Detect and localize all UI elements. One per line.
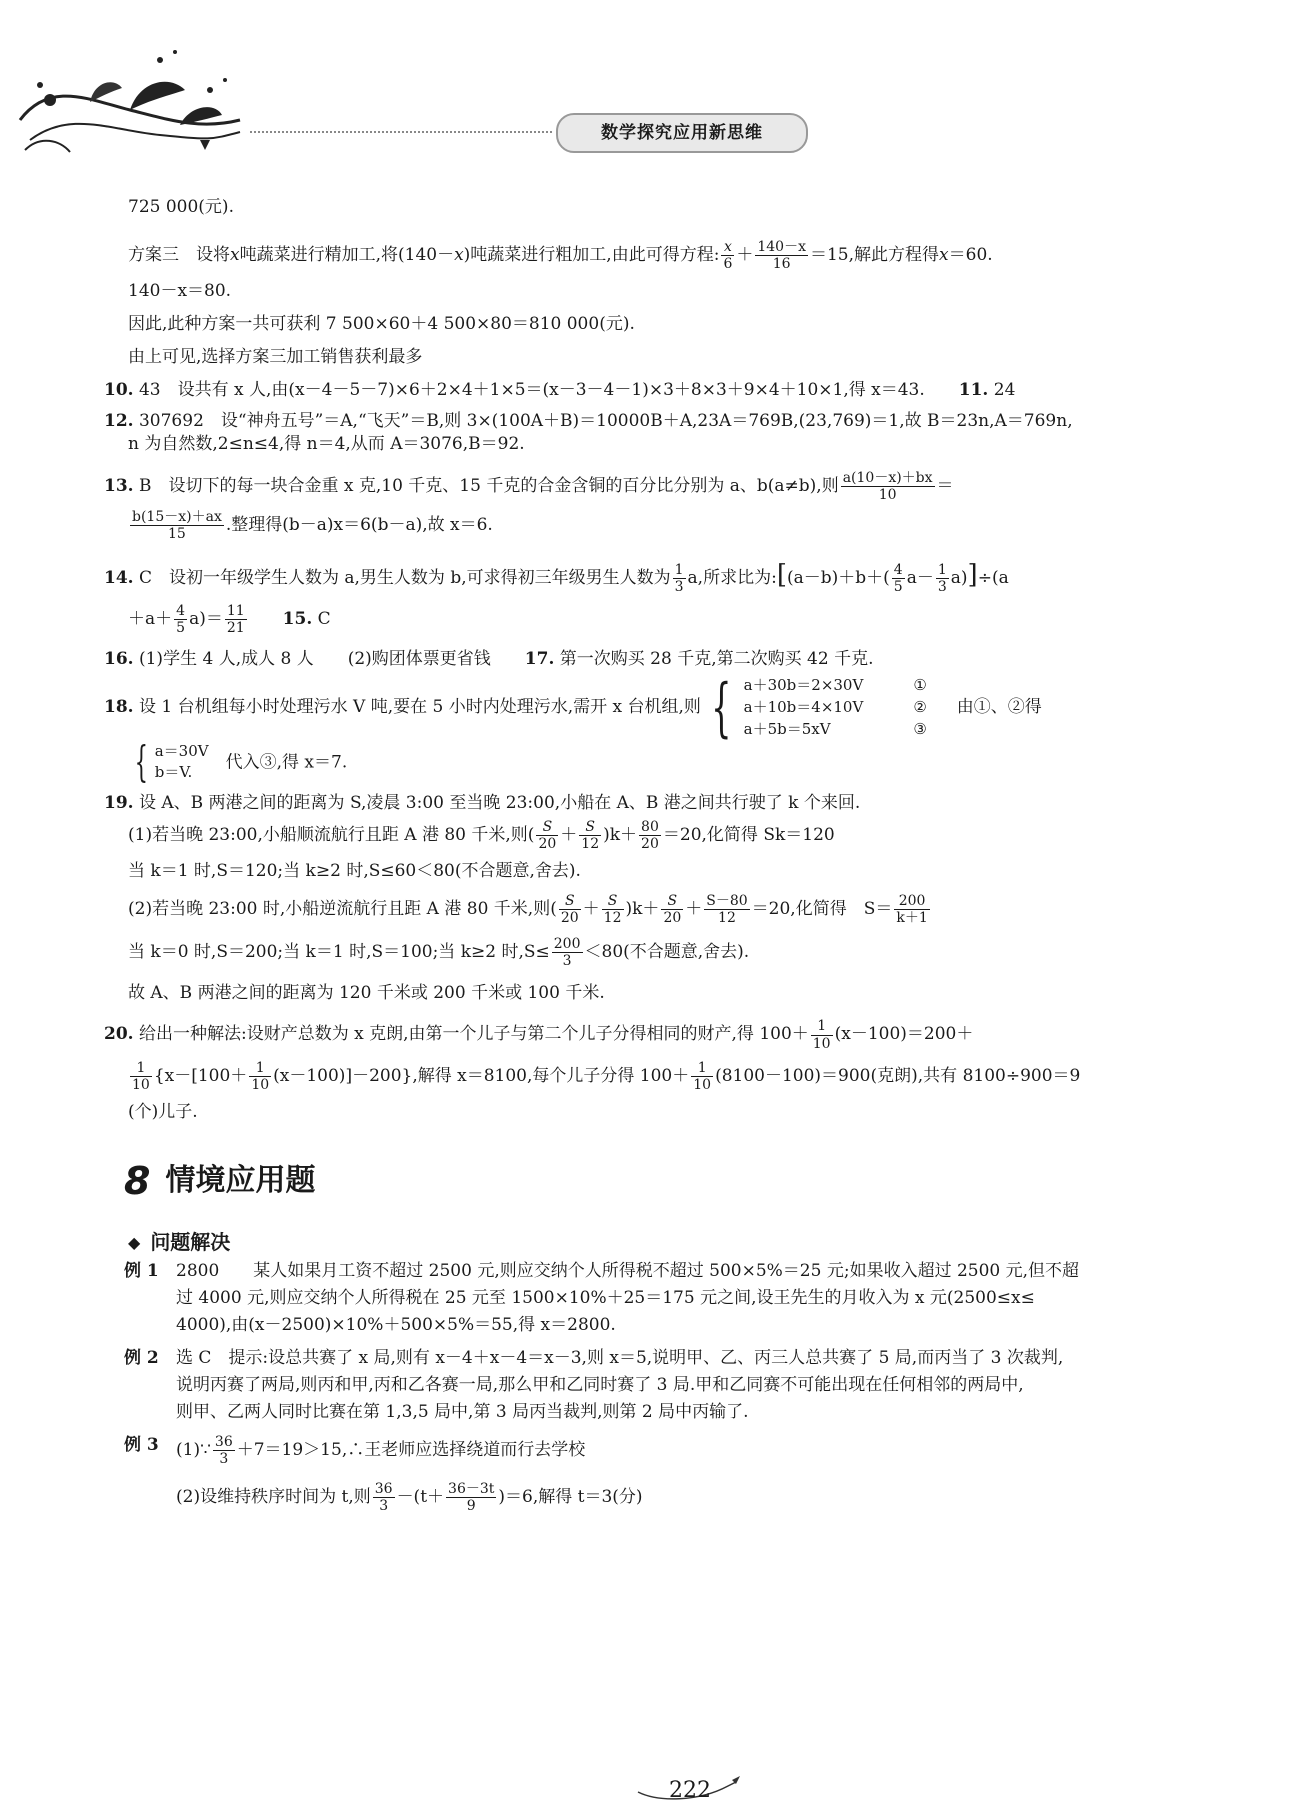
answer-line: 方案三 设将x吨蔬菜进行精加工,将(140－x)吨蔬菜进行粗加工,由此可得方程: $\frac{x}{6}$ ＋ $\frac{140-x}{16}$ ＝15,解此方程得x＝60.	[128, 238, 993, 273]
answer-20-cont2: (个)儿子.	[128, 1101, 198, 1122]
fraction: $\frac{140-x}{16}$	[757, 238, 806, 273]
answer-20: 20. 给出一种解法:设财产总数为 x 克朗,由第一个儿子与第二个儿子分得相同的财产,得 100＋ $\frac{1}{10}$ (x－100)＝200＋	[104, 1018, 974, 1052]
equation-system: { a＋30b＝2×30V a＋10b＝4×10V a＋5b＝5xV ① ② ③	[711, 670, 927, 745]
answer-10-11: 10. 43 设共有 x 人,由(x－4－5－7)×6＋2×4＋1×5＝(x－3－4－1)×3＋8×3＋9×4＋10×1,得 x＝43. 11. 24	[104, 379, 1016, 400]
section-heading	[124, 1156, 1228, 1207]
answer-line: 140－x＝80.	[128, 281, 232, 302]
answer-13-cont: $\frac{b(15-x)+ax}{15}$ .整理得(b－a)x＝6(b－a),故 x＝6.	[132, 508, 493, 543]
answer-18-cont: { a＝30V b＝V. 代入③,得 x＝7.	[134, 737, 348, 787]
answer-16-17: 16. (1)学生 4 人,成人 8 人 (2)购团体票更省钱 17. 第一次购买 28 千克,第二次购买 42 千克.	[104, 649, 874, 670]
answer-19-1-cont: 当 k＝1 时,S＝120;当 k≥2 时,S≤60＜80(不合题意,舍去).	[128, 861, 581, 882]
example-2: 例 2 选 C 提示:设总共赛了 x 局,则有 x－4＋x－4＝x－3,则 x＝5,说明甲、乙、丙三人总共赛了 5 局,而丙当了 3 次裁判, 说明丙赛了两局,则丙和甲,丙和乙各赛一局,那么甲和乙同时赛了 3 局.甲和乙同赛不可能出现在任何相邻的两局中, 则甲、乙两人同时比赛在第 1,3,5 局中,第 3 局丙当裁判,则第 2 局中丙输了.	[124, 1347, 1064, 1422]
section-number: 8	[124, 1158, 152, 1203]
example-3: 例 3 (1)∵ $\frac{36}{3}$ ＋7＝19＞15,∴王老师应选择绕道而行去学校 (2)设维持秩序时间为 t,则 $\frac{36}{3}$ －(t＋ $\frac{36-3t}{9}$ )＝6,解得 t＝3(分)	[124, 1433, 643, 1514]
answer-19-conclusion: 故 A、B 两港之间的距离为 120 千米或 200 千米或 100 千米.	[128, 982, 605, 1003]
subsection-title: 问题解决	[150, 1230, 231, 1255]
fraction: $\frac{b(15-x)+ax}{15}$	[132, 508, 222, 543]
book-title-badge: 数学探究应用新思维	[556, 113, 808, 153]
page-content	[104, 196, 1228, 1514]
answer-18: 18. 设 1 台机组每小时处理污水 V 吨,要在 5 小时内处理污水,需开 x 台机组,则 { a＋30b＝2×30V a＋10b＝4×10V a＋5b＝5xV ① ② ③ 由①、②得	[104, 670, 1042, 745]
subsection-heading	[128, 1229, 1228, 1256]
fraction: $\frac{x}{6}$	[723, 238, 733, 273]
floral-ornament-icon	[10, 40, 250, 160]
answer-14: 14. C 设初一年级学生人数为 a,男生人数为 b,可求得初三年级男生人数为 $\frac{1}{3}$ a,所求比为:[(a－b)＋b＋( $\frac{4}{5}$ a－ $\frac{1}{3}$ a)]÷(a	[104, 560, 1009, 596]
answer-line: 因此,此种方案一共可获利 7 500×60＋4 500×80＝810 000(元).	[128, 314, 635, 335]
answer-19-2-cont: 当 k＝0 时,S＝200;当 k＝1 时,S＝100;当 k≥2 时,S≤ $\frac{200}{3}$ ＜80(不合题意,舍去).	[128, 936, 750, 970]
answer-line: 由上可见,选择方案三加工销售获利最多	[128, 347, 423, 367]
answer-13: 13. B 设切下的每一块合金重 x 克,10 千克、15 千克的合金含铜的百分比分别为 a、b(a≠b),则 $\frac{a(10-x)+bx}{10}$ ＝	[104, 469, 954, 503]
header-dotted-rule	[250, 131, 552, 133]
diamond-icon: ◆	[128, 1232, 141, 1252]
page-number: 222	[669, 1778, 711, 1803]
answer-12: 12. 307692 设“神舟五号”＝A,“飞天”＝B,则 3×(100A＋B)＝10000B＋A,23A＝769B,(23,769)＝1,故 B＝23n,A＝769n,	[104, 410, 1073, 431]
fraction: $\frac{a(10-x)+bx}{10}$	[842, 469, 933, 503]
answer-20-cont: $\frac{1}{10}$ {x－[100＋ $\frac{1}{10}$ (x－100)]－200},解得 x＝8100,每个儿子分得 100＋ $\frac{1}{10}$ (8100－100)＝900(克朗),共有 8100÷900＝9	[132, 1059, 1081, 1093]
answer-19-1: (1)若当晚 23:00,小船顺流航行且距 A 港 80 千米,则( $\frac{S}{20}$ ＋ $\frac{S}{12}$ )k＋ $\frac{80}{20}$ ＝20,化简得 Sk＝120	[128, 819, 835, 853]
example-1: 例 1 2800 某人如果月工资不超过 2500 元,则应交纳个人所得税不超过 500×5%＝25 元;如果收入超过 2500 元,但不超 过 4000 元,则应交纳个人所得税在 25 元至 1500×10%＋25＝175 元之间,设王先生的月收入为 x 元(2500≤x≤ 4000),由(x－2500)×10%＋500×5%＝55,得 x＝2800.	[124, 1261, 1080, 1335]
answer-19: 19. 设 A、B 两港之间的距离为 S,凌晨 3:00 至当晚 23:00,小船在 A、B 港之间共行驶了 k 个来回.	[104, 793, 861, 814]
answer-12-cont: n 为自然数,2≤n≤4,得 n＝4,从而 A＝3076,B＝92.	[128, 433, 525, 454]
section-title: 情境应用题	[165, 1163, 316, 1199]
answer-14-cont: ＋a＋ $\frac{4}{5}$ a)＝ $\frac{11}{21}$ 15. C	[128, 603, 331, 637]
answer-19-2: (2)若当晚 23:00 时,小船逆流航行且距 A 港 80 千米,则( $\frac{S}{20}$ ＋ $\frac{S}{12}$ )k＋ $\frac{S}{20}$ ＋ $\frac{S-80}{12}$ ＝20,化简得 S＝ $\frac{200}{k+1}$	[128, 893, 928, 927]
answer-line: 725 000(元).	[128, 197, 234, 217]
